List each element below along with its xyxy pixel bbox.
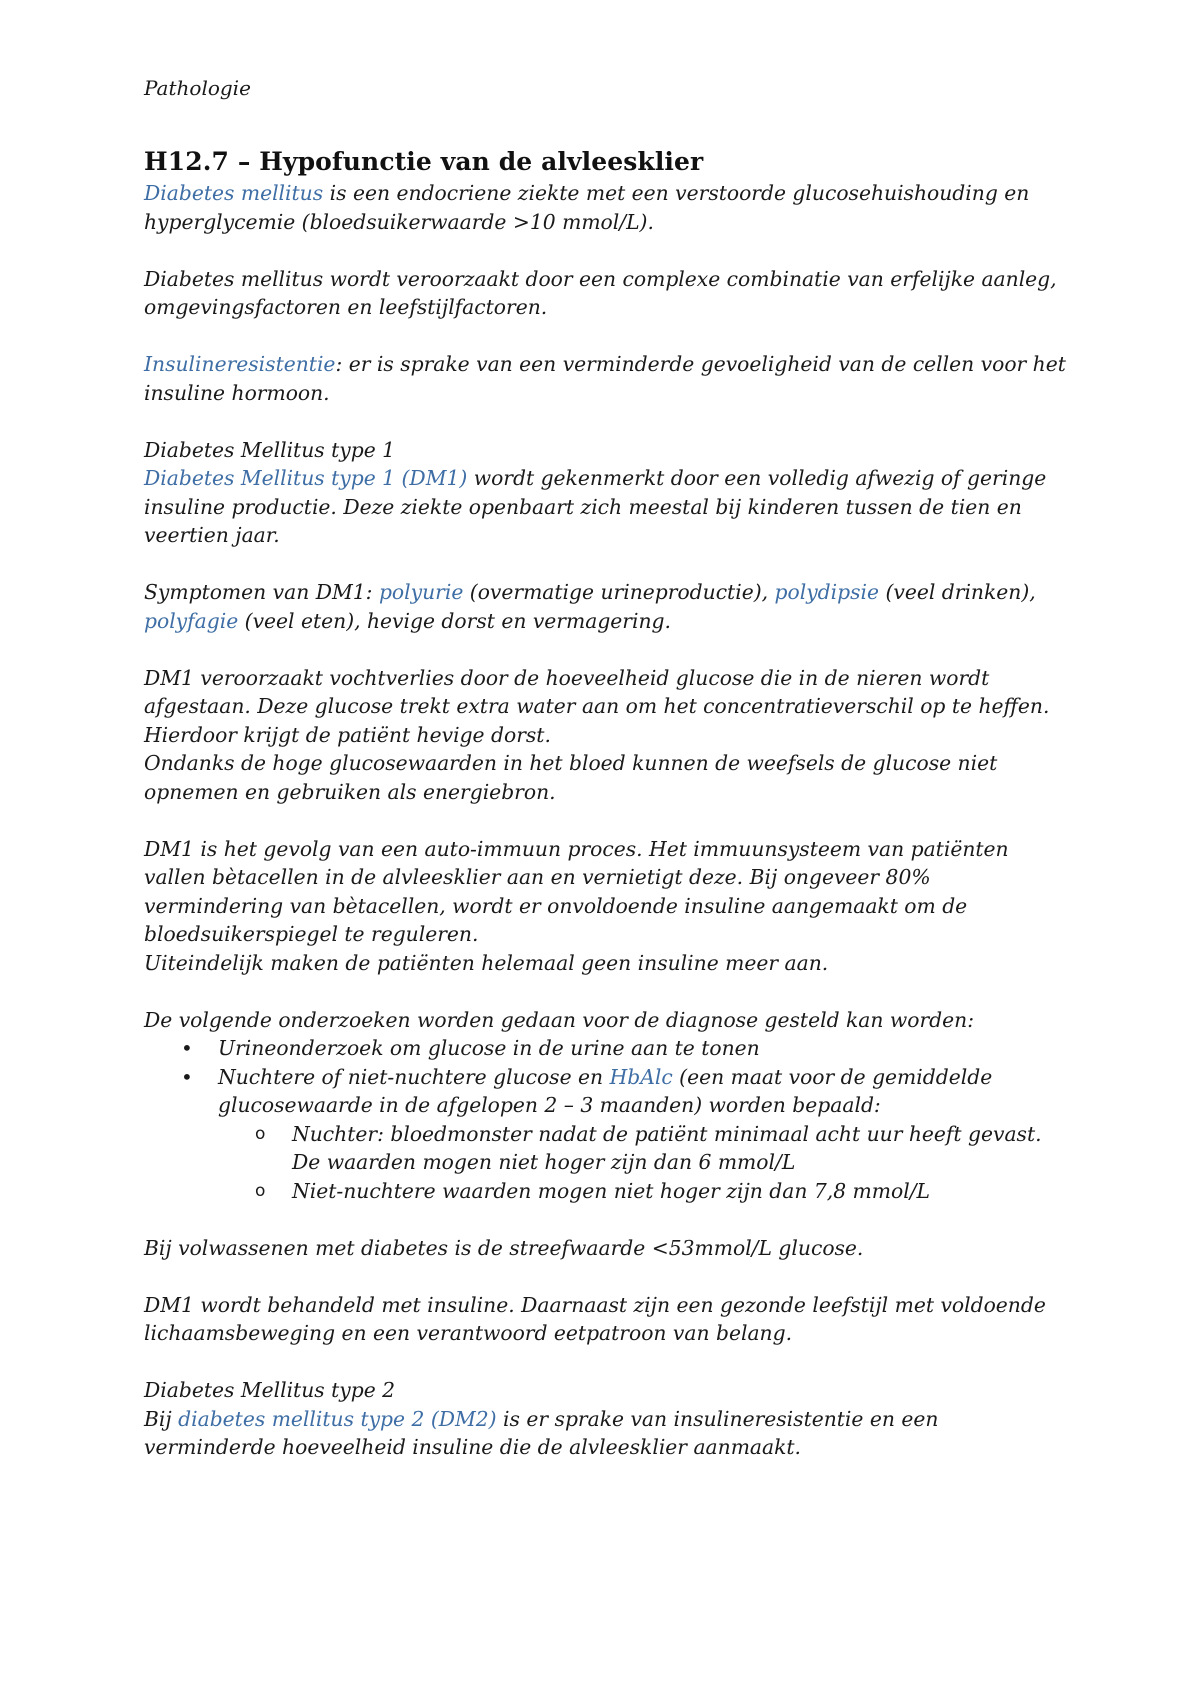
circle-bullet-icon: o <box>255 1180 266 1201</box>
paragraph-gap <box>144 806 1074 835</box>
dm2-definition-paragraph <box>144 1405 1074 1462</box>
symptoms-text-1: (overmatige urineproductie), <box>463 580 775 604</box>
paragraph-gap <box>144 407 1074 436</box>
target-paragraph: Bij volwassenen met diabetes is de streefwaarde <53mmol/L glucose. <box>144 1235 864 1260</box>
symptoms-text-2: (veel drinken), <box>879 580 1036 604</box>
dm1-energy-paragraph: Ondanks de hoge glucosewaarden in het bloed kunnen de weefsels de glucose niet opnemen en gebruiken als energiebron. <box>144 751 998 804</box>
dm1-end-paragraph: Uiteindelijk maken de patiënten helemaal geen insuline meer aan. <box>144 950 829 975</box>
paragraph-gap <box>144 550 1074 579</box>
term-polyurie: polyurie <box>378 580 464 604</box>
diagnosis-sublist <box>218 1120 1074 1206</box>
section-title: H12.7 – Hypofunctie van de alvleesklier <box>144 147 704 176</box>
diagnosis-item-text: (een maat voor de gemiddelde glucosewaarde in de afgelopen 2 – 3 maanden) worden bepaald: <box>218 1064 993 1117</box>
paragraph-gap <box>144 1205 1074 1234</box>
cause-paragraph: Diabetes mellitus wordt veroorzaakt door een complexe combinatie van erfelijke aanleg, omgevingsfactoren en leefstijlfactoren. <box>144 266 1057 319</box>
circle-bullet-icon: o <box>255 1123 266 1144</box>
bullet-icon: • <box>181 1036 193 1060</box>
list-item <box>144 1063 1074 1206</box>
diagnosis-lead: De volgende onderzoeken worden gedaan voor de diagnose gesteld kan worden: <box>144 1007 975 1032</box>
paragraph-gap <box>144 977 1074 1006</box>
document-body <box>144 145 1074 1462</box>
dm1-autoimmune-paragraph: DM1 is het gevolg van een auto-immuun proces. Het immuunsysteem van patiënten vallen bètacellen in de alvleesklier aan en vernietigt deze. Bij ongeveer 80% vermindering van bètacellen, wordt er onvoldoende insuline aangemaakt om de bloedsuikerspiegel te reguleren. <box>144 836 1009 946</box>
bullet-icon: • <box>181 1064 193 1089</box>
dm1-heading: Diabetes Mellitus type 1 <box>144 437 396 462</box>
list-item <box>144 1034 1074 1063</box>
diagnosis-subitem-text: Nuchter: bloedmonster nadat de patiënt minimaal acht uur heeft gevast. De waarden mogen niet hoger zijn dan 6 mmol/L <box>292 1121 1042 1174</box>
paragraph-gap <box>144 1348 1074 1377</box>
symptoms-text-3: (veel eten), hevige dorst en vermagering. <box>238 608 671 633</box>
paragraph-gap <box>144 236 1074 265</box>
intro-text: is een endocriene ziekte met een verstoorde glucosehuishouding en hyperglycemie (bloedsuikerwaarde >10 mmol/L). <box>144 181 1030 234</box>
dm1-symptoms-paragraph <box>144 578 1074 635</box>
paragraph-gap <box>144 1262 1074 1291</box>
term-insulineresistentie: Insulineresistentie <box>144 352 336 376</box>
term-polydipsie: polydipsie <box>774 580 880 604</box>
term-dm2: diabetes mellitus type 2 (DM2) <box>178 1406 497 1431</box>
paragraph-gap <box>144 635 1074 664</box>
dm1-fluid-loss-paragraph: DM1 veroorzaakt vochtverlies door de hoeveelheid glucose die in de nieren wordt afgestaan. Deze glucose trekt extra water aan om het concentratieverschil op te heffen. Hierdoor krijgt de patiënt hevige dorst. <box>144 665 1050 747</box>
dm2-text: is er sprake van insulineresistentie en een verminderde hoeveelheid insuline die de alvleesklier aanmaakt. <box>144 1406 939 1459</box>
resistance-text: : er is sprake van een verminderde gevoeligheid van de cellen voor het insuline hormoon. <box>144 352 1066 405</box>
list-item <box>218 1177 1074 1206</box>
diagnosis-item-text: Urineonderzoek om glucose in de urine aan te tonen <box>218 1036 760 1060</box>
intro-paragraph <box>144 179 1074 236</box>
term-dm1: Diabetes Mellitus type 1 (DM1) <box>144 466 468 490</box>
diagnosis-subitem-text: Niet-nuchtere waarden mogen niet hoger zijn dan 7,8 mmol/L <box>292 1178 931 1203</box>
list-item <box>218 1120 1074 1177</box>
term-hbalc: HbAlc <box>609 1064 673 1089</box>
dm2-heading: Diabetes Mellitus type 2 <box>144 1378 396 1402</box>
dm1-definition-paragraph <box>144 464 1074 550</box>
paragraph-gap <box>144 322 1074 351</box>
dm1-definition-text: wordt gekenmerkt door een volledig afwezig of geringe insuline productie. Deze ziekte openbaart zich meestal bij kinderen tussen de tien en veertien jaar. <box>144 466 1047 547</box>
term-polyfagie: polyfagie <box>144 608 239 633</box>
treatment-paragraph: DM1 wordt behandeld met insuline. Daarnaast zijn een gezonde leefstijl met voldoende lichaamsbeweging en een verantwoord eetpatroon van belang. <box>144 1292 1046 1345</box>
running-header: Pathologie <box>144 76 251 100</box>
resistance-paragraph <box>144 350 1074 407</box>
diagnosis-item-text: Nuchtere of niet-nuchtere glucose en <box>218 1064 610 1089</box>
symptoms-lead: Symptomen van DM1: <box>144 580 379 604</box>
diagnosis-list <box>144 1034 1074 1205</box>
dm2-pre: Bij <box>144 1406 179 1431</box>
term-diabetes-mellitus: Diabetes mellitus <box>144 181 324 205</box>
